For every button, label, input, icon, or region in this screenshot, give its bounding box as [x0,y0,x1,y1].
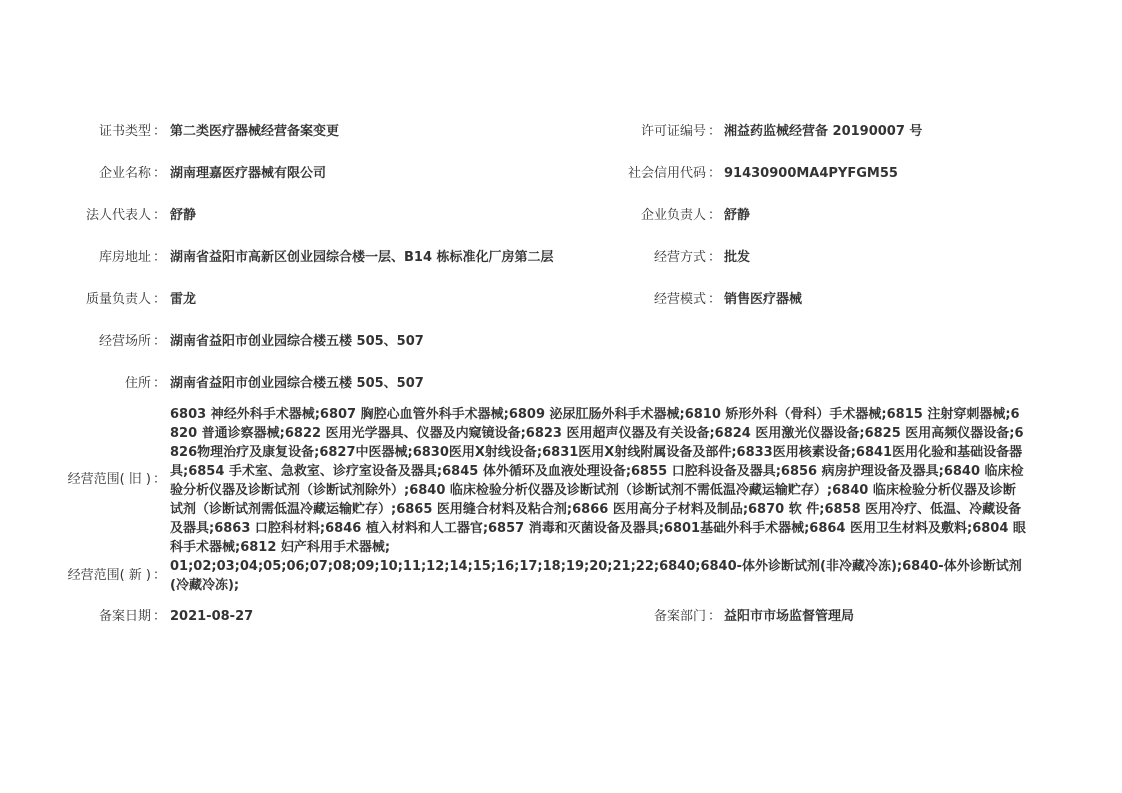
quality-head-value: 雷龙 [170,292,197,307]
cert-type-label: 证书类型 ： [98,124,166,139]
company-head-label: 企业负责人 ： [640,208,721,223]
filing-dept-colon: ： [707,609,721,624]
license-no-label: 许可证编号 ： [640,124,721,139]
warehouse-colon: ： [152,250,166,265]
cert-type-value: 第二类医疗器械经营备案变更 [170,124,340,139]
company-name-colon: ： [152,166,166,181]
warehouse-value: 湖南省益阳市高新区创业园综合楼一层、B14 栋标准化厂房第二层 [170,250,554,265]
business-site-label: 经营场所 ： [98,334,166,349]
business-model-colon: ： [707,292,721,307]
cert-type-colon: ： [152,124,166,139]
scope-new-value: 01;02;03;04;05;06;07;08;09;10;11;12;14;15;16;17;18;19;20;21;22;6840;6840-体外诊断试剂(非冷藏冷冻);6840-体外诊断试剂(冷藏冷冻); [170,559,1022,593]
business-site-value: 湖南省益阳市创业园综合楼五楼 505、507 [170,334,424,349]
credit-code-value: 91430900MA4PYFGM55 [724,166,898,181]
license-no-colon: ： [707,124,721,139]
operation-mode-colon: ： [707,250,721,265]
quality-head-label: 质量负责人 ： [85,292,166,307]
filing-dept-value: 益阳市市场监督管理局 [724,609,855,624]
quality-head-colon: ： [152,292,166,307]
warehouse-label: 库房地址 ： [98,250,166,265]
scope-old-value: 6803 神经外科手术器械;6807 胸腔心血管外科手术器械;6809 泌尿肛肠外科手术器械;6810 矫形外科（骨科）手术器械;6815 注射穿刺器械;6820 普通诊察器械;6822 医用光学器具、仪器及内窥镜设备;6823 医用超声仪器及有关设备;6824 医用激光仪器设备;6825 医用高频仪器设备;6826物理治疗及康复设备;6827中医器械;6830医用X射线设备;6831医用X射线附属设备及部件;6833医用核素设备;6841医用化验和基础设备器具;6854 手术室、急救室、诊疗室设备及器具;6845 体外循环及血液处理设备;6855 口腔科设备及器具;6856 病房护理设备及器具;6840 临床检验分析仪器及诊断试剂（诊断试剂除外）;6840 临床检验分析仪器及诊断试剂（诊断试剂不需低温冷藏运输贮存）;6840 临床检验分析仪器及诊断试剂（诊断试剂需低温冷藏运输贮存）;6865 医用缝合材料及粘合剂;6866 医用高分子材料及制品;6870 软 件;6858 医用冷疗、低温、冷藏设备及器具;6863 口腔科材料;6846 植入材料和人工器官;6857 消毒和灭菌设备及器具;6801基础外科手术器械;6864 医用卫生材料及敷料;6804 眼科手术器械;6812 妇产科用手术器械; [170,407,1026,555]
filing-date-colon: ： [152,609,166,624]
credit-code-colon: ： [707,166,721,181]
operation-mode-label: 经营方式 ： [653,250,721,265]
business-site-colon: ： [152,334,166,349]
business-model-value: 销售医疗器械 [724,292,803,307]
scope-new-label: 经营范围( 新 ) ： [67,568,166,583]
company-head-value: 舒静 [724,208,751,223]
residence-label: 住所 ： [124,376,166,391]
company-head-colon: ： [707,208,721,223]
filing-date-value: 2021-08-27 [170,609,254,624]
company-name-label: 企业名称 ： [98,166,166,181]
scope-old-colon: ： [152,472,166,487]
legal-rep-value: 舒静 [170,208,197,223]
operation-mode-value: 批发 [724,250,751,265]
company-name-value: 湖南理嘉医疗器械有限公司 [170,166,327,181]
filing-dept-label: 备案部门 ： [653,609,721,624]
residence-colon: ： [152,376,166,391]
business-model-label: 经营模式 ： [653,292,721,307]
legal-rep-label: 法人代表人 ： [85,208,166,223]
residence-value: 湖南省益阳市创业园综合楼五楼 505、507 [170,376,424,391]
scope-new-colon: ： [152,568,166,583]
license-no-value: 湘益药监械经营备 20190007 号 [724,124,923,139]
scope-old-label: 经营范围( 旧 ) ： [67,472,166,487]
legal-rep-colon: ： [152,208,166,223]
credit-code-label: 社会信用代码 ： [627,166,721,181]
filing-date-label: 备案日期 ： [98,609,166,624]
